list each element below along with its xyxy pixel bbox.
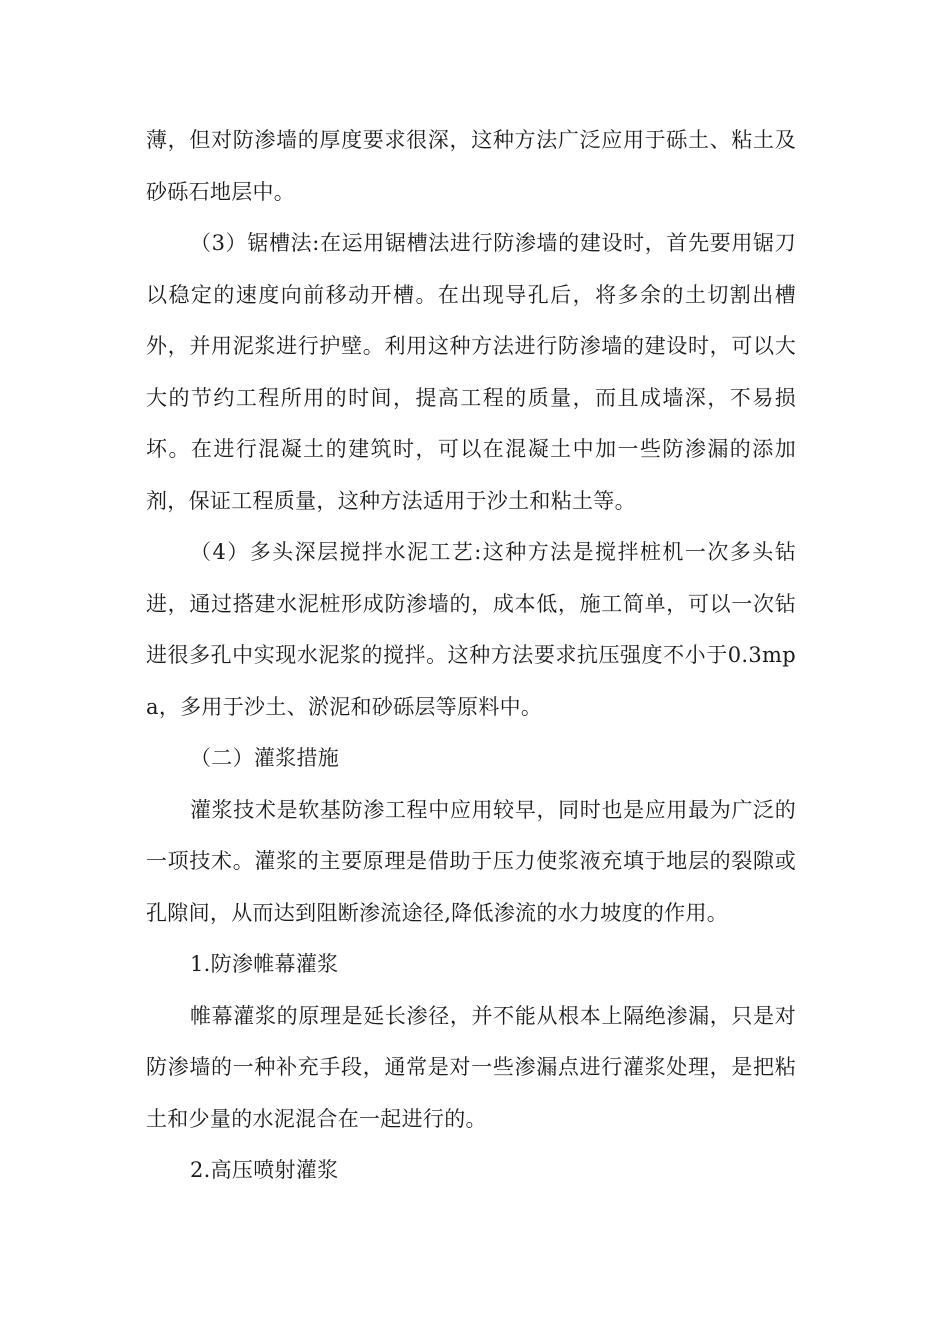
paragraph-saw-groove-method: （3）锯槽法:在运用锯槽法进行防渗墙的建设时，首先要用锯刀以稳定的速度向前移动开槽。在出现导孔后，将多余的土切割出槽外，并用泥浆进行护壁。利用这种方法进行防渗墙的建设时，可以大大的节约工程所用的时间，提高工程的质量，而且成墙深，不易损坏。在进行混凝土的建筑时，可以在混凝土中加一些防渗漏的添加剂，保证工程质量，这种方法适用于沙土和粘土等。 (146, 231, 796, 513)
subheading-jet-grouting: 2.高压喷射灌浆 (190, 1158, 339, 1182)
paragraph-grouting-intro: 灌浆技术是软基防渗工程中应用较早，同时也是应用最为广泛的一项技术。灌浆的主要原理是借助于压力使浆液充填于地层的裂隙或孔隙间，从而达到阻断渗流途径,降低渗流的水力坡度的作用。 (146, 797, 796, 925)
paragraph-continuation: 薄，但对防渗墙的厚度要求很深，这种方法广泛应用于砾土、粘土及砂砾石地层中。 (146, 128, 796, 204)
paragraph-curtain-grouting: 帷幕灌浆的原理是延长渗径，并不能从根本上隔绝渗漏，只是对防渗墙的一种补充手段，通常是对一些渗漏点进行灌浆处理，是把粘土和少量的水泥混合在一起进行的。 (146, 1003, 796, 1131)
subheading-curtain-grouting: 1.防渗帷幕灌浆 (190, 952, 339, 976)
paragraph-deep-mixing-method: （4）多头深层搅拌水泥工艺:这种方法是搅拌桩机一次多头钻进，通过搭建水泥桩形成防渗墙的，成本低，施工简单，可以一次钻进很多孔中实现水泥浆的搅拌。这种方法要求抗压强度不小于0.3mpa，多用于沙土、淤泥和砂砾层等原料中。 (146, 540, 796, 719)
section-heading-grouting: （二）灌浆措施 (190, 746, 340, 770)
document-body (146, 115, 796, 1197)
